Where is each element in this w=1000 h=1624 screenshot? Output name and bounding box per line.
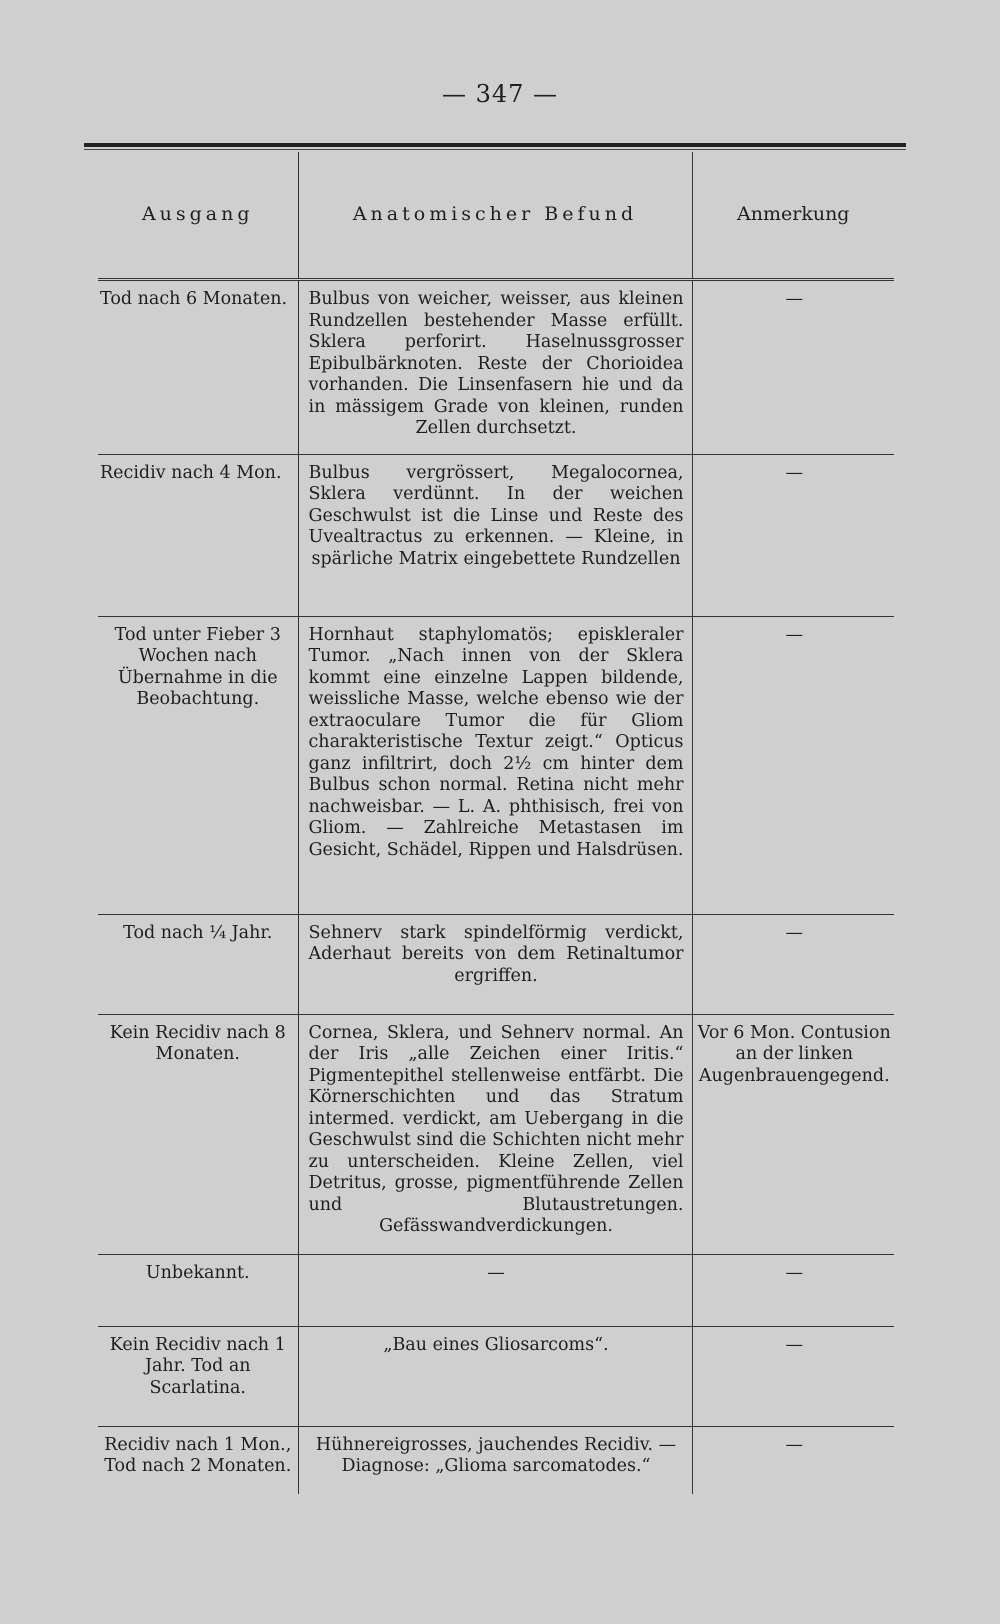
note-cell: Vor 6 Mon. Contusion an der linken Augenbrauengegend. [692,1014,894,1254]
outcome-cell: Tod nach 6 Monaten. [98,280,298,455]
finding-cell: „Bau eines Gliosarcoms“. [298,1326,692,1426]
table-row [98,914,894,1014]
finding-cell: Hühnereigrosses, jauchendes Recidiv. — Diagnose: „Glioma sarcomatodes.“ [298,1426,692,1494]
note-cell: — [692,454,894,616]
header-rule-thick [84,143,906,147]
note-cell: — [692,914,894,1014]
finding-cell: Cornea, Sklera, und Sehnerv normal. An der Iris „alle Zeichen einer Iritis.“ Pigmentepithel stellenweise entfärbt. Die Körnerschichten und das Stratum intermed. verdickt, am Uebergang in die Geschwulst sind die Schichten nicht mehr zu unterscheiden. Kleine Zellen, viel Detritus, grosse, pigmentführende Zellen und Blutaustretungen. Gefässwandverdickungen. [298,1014,692,1254]
table-header-row [98,152,894,280]
outcome-cell: Unbekannt. [98,1254,298,1326]
outcome-cell: Tod unter Fieber 3 Wochen nach Übernahme in die Beobachtung. [98,616,298,914]
outcome-cell: Tod nach ¼ Jahr. [98,914,298,1014]
page-number: — 347 — [441,80,559,108]
table-row [98,1014,894,1254]
table-row [98,280,894,455]
finding-cell: Sehnerv stark spindelförmig verdickt, Aderhaut bereits von dem Retinaltumor ergriffen. [298,914,692,1014]
outcome-cell: Recidiv nach 1 Mon., Tod nach 2 Monaten. [104,1434,292,1476]
note-cell: — [692,1326,894,1426]
note-cell: — [692,1254,894,1326]
outcome-cell: Kein Recidiv nach 1 Jahr. Tod an Scarlatina. [98,1326,298,1426]
note-cell: — [692,616,894,914]
header-outcome: Ausgang [98,152,298,280]
table-row [98,454,894,616]
outcome-cell: Recidiv nach 4 Mon. [98,454,298,616]
finding-cell: Hornhaut staphylomatös; episkleraler Tumor. „Nach innen von der Sklera kommt eine einzelne Lappen bildende, weissliche Masse, welche ebenso wie der extraoculare Tumor die für Gliom charakteristische Textur zeigt.“ Opticus ganz infiltrirt, doch 2½ cm hinter dem Bulbus schon normal. Retina nicht mehr nachweisbar. — L. A. phthisisch, frei von Gliom. — Zahlreiche Metastasen im Gesicht, Schädel, Rippen und Halsdrüsen. [298,616,692,914]
finding-cell: Bulbus vergrössert, Megalocornea, Sklera verdünnt. In der weichen Geschwulst ist die Linse und Reste des Uvealtractus zu erkennen. — Kleine, in spärliche Matrix eingebettete Rundzellen [298,454,692,616]
finding-cell: — [298,1254,692,1326]
header-note: Anmerkung [692,152,894,280]
finding-cell: Bulbus von weicher, weisser, aus kleinen Rundzellen bestehender Masse erfüllt. Sklera perforirt. Haselnussgrosser Epibulbärknoten. Reste der Chorioidea vorhanden. Die Linsenfasern hie und da in mässigem Grade von kleinen, runden Zellen durchsetzt. [298,280,692,455]
header-rule-thin [84,149,906,150]
findings-table [98,152,894,1494]
header-finding: Anatomischer Befund [298,152,692,280]
note-cell: — [692,280,894,455]
table-row [98,616,894,914]
table-row [98,1254,894,1326]
note-cell: — [785,1434,803,1455]
outcome-cell: Kein Recidiv nach 8 Monaten. [98,1014,298,1254]
table-row [98,1326,894,1426]
table-row [98,1426,894,1494]
